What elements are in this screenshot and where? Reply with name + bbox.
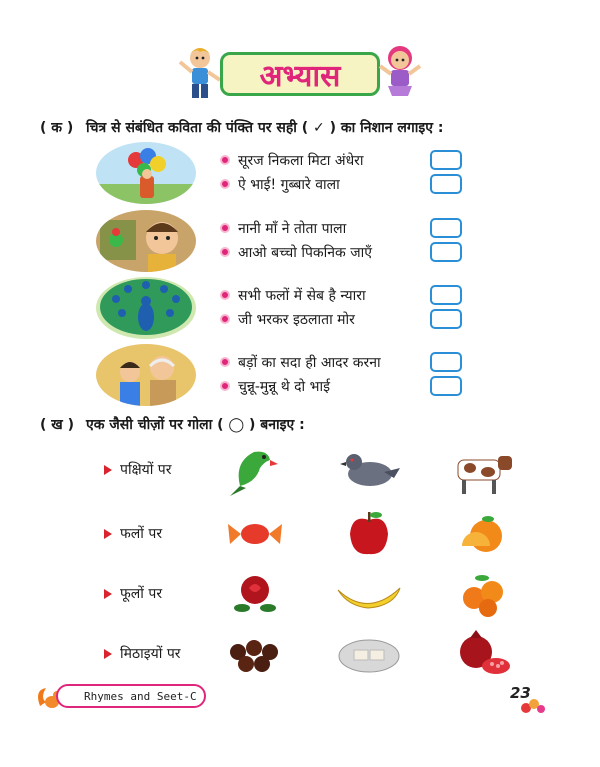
- poem-line-text: नानी माँ ने तोता पाला: [238, 220, 347, 237]
- poem-line-text: ऐ भाई! गुब्बारे वाला: [238, 176, 340, 193]
- poem-line-text: सभी फलों में सेब है न्यारा: [238, 287, 366, 304]
- marigold-picture[interactable]: [448, 566, 518, 622]
- peacock-picture: [96, 277, 196, 339]
- arrow-icon: [104, 529, 112, 539]
- circle-row-3: [104, 566, 524, 626]
- circle-row-1: [104, 442, 524, 502]
- poem-line-text: बड़ों का सदा ही आदर करना: [238, 354, 381, 371]
- poem-line: [220, 148, 364, 172]
- poem-line: [220, 350, 381, 374]
- row-label-text: पक्षियों पर: [120, 462, 172, 478]
- bullet-icon: [220, 155, 230, 165]
- arrow-icon: [104, 465, 112, 475]
- poem-line-text: चुन्नू-मुन्नू थे दो भाई: [238, 378, 330, 395]
- pomegranate-picture[interactable]: [448, 626, 518, 682]
- tick-box[interactable]: [430, 376, 462, 396]
- book-name-tag: [56, 684, 206, 708]
- circle-row-2: [104, 506, 524, 566]
- bullet-icon: [220, 381, 230, 391]
- row-label-text: फलों पर: [120, 526, 163, 542]
- tick-box[interactable]: [430, 242, 462, 262]
- section-k-heading: [40, 118, 443, 137]
- bullet-icon: [220, 179, 230, 189]
- tick-box[interactable]: [430, 150, 462, 170]
- tick-box[interactable]: [430, 285, 462, 305]
- book-name: Rhymes and Seet-C: [84, 689, 197, 703]
- row-1-lines: [220, 148, 364, 196]
- page-title: अभ्यास: [259, 58, 341, 94]
- section-k-marker: ( क ): [40, 120, 74, 136]
- balloon-seller-picture: [96, 142, 196, 204]
- poem-line: [220, 374, 381, 398]
- row-label: [104, 584, 162, 603]
- apple-picture[interactable]: [334, 506, 404, 562]
- poem-line: [220, 216, 372, 240]
- candy-picture[interactable]: [220, 506, 290, 562]
- tick-box[interactable]: [430, 352, 462, 372]
- exercise-title-banner: [178, 44, 422, 104]
- poem-line-text: जी भरकर इठलाता मोर: [238, 311, 355, 328]
- pigeon-picture[interactable]: [334, 442, 404, 498]
- rose-picture[interactable]: [220, 566, 290, 622]
- circle-row-4: [104, 626, 524, 686]
- row-label-text: फूलों पर: [120, 586, 163, 602]
- arrow-icon: [104, 649, 112, 659]
- section-kh-heading: [40, 415, 305, 434]
- row-4-lines: [220, 350, 381, 398]
- bullet-icon: [220, 314, 230, 324]
- arrow-icon: [104, 589, 112, 599]
- poem-line-text: आओ बच्चो पिकनिक जाएँ: [238, 244, 373, 261]
- bullet-icon: [220, 247, 230, 257]
- row-label-text: मिठाइयों पर: [120, 646, 181, 662]
- barfi-plate-picture[interactable]: [334, 626, 404, 682]
- gulab-jamun-picture[interactable]: [220, 626, 290, 682]
- match-row-4: [96, 344, 476, 406]
- banana-picture[interactable]: [334, 566, 404, 622]
- bullet-icon: [220, 223, 230, 233]
- section-kh-marker: ( ख ): [40, 417, 74, 433]
- bullet-icon: [220, 290, 230, 300]
- grandfather-and-child-picture: [96, 344, 196, 406]
- title-box: [220, 52, 380, 96]
- row-3-lines: [220, 283, 366, 331]
- poem-line: [220, 283, 366, 307]
- boy-cartoon-icon: [178, 44, 222, 104]
- tick-box[interactable]: [430, 218, 462, 238]
- tick-box[interactable]: [430, 174, 462, 194]
- match-row-1: [96, 142, 476, 204]
- section-k-instruction: चित्र से संबंधित कविता की पंक्ति पर सही ( ✓ ) का निशान लगाइए :: [86, 120, 444, 136]
- section-kh-instruction: एक जैसी चीज़ों पर गोला ( ◯ ) बनाइए :: [86, 417, 305, 433]
- poem-line: [220, 307, 366, 331]
- flowers-icon: [520, 696, 546, 716]
- cow-picture[interactable]: [448, 442, 518, 498]
- poem-line: [220, 240, 372, 264]
- page-number: 23: [510, 684, 531, 702]
- poem-line-text: सूरज निकला मिटा अंधेरा: [238, 152, 364, 169]
- row-label: [104, 524, 162, 543]
- row-2-lines: [220, 216, 372, 264]
- match-row-3: [96, 277, 476, 339]
- girl-cartoon-icon: [378, 44, 422, 104]
- orange-picture[interactable]: [448, 506, 518, 562]
- tick-box[interactable]: [430, 309, 462, 329]
- row-label: [104, 644, 181, 663]
- parrot-picture[interactable]: [220, 442, 290, 498]
- boy-with-parrot-picture: [96, 210, 196, 272]
- bullet-icon: [220, 357, 230, 367]
- match-row-2: [96, 210, 476, 272]
- poem-line: [220, 172, 364, 196]
- row-label: [104, 460, 172, 479]
